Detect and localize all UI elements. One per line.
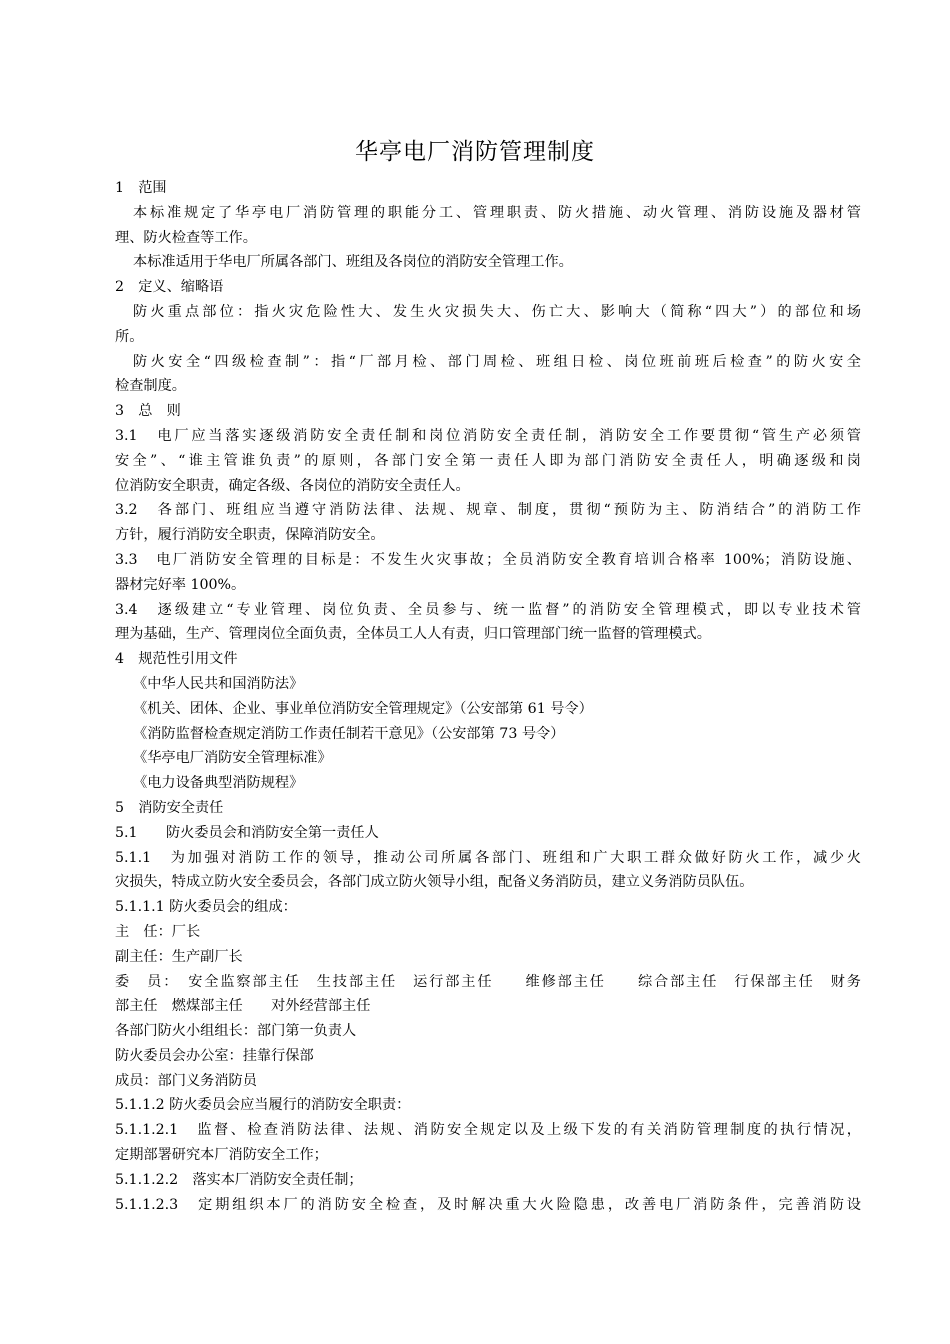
reference-item: 《华亭电厂消防安全管理标准》: [133, 750, 332, 767]
document-body: [115, 176, 861, 1217]
paragraph-line: 理为基础，生产、管理岗位全面负责，全体员工人人有责，归口管理部门统一监督的管理模式。: [115, 626, 711, 643]
paragraph-line: 5.1.1.2 防火委员会应当履行的消防安全职责：: [115, 1097, 411, 1114]
paragraph-line: 成员：部门义务消防员: [115, 1072, 257, 1089]
paragraph-line: 委 员： 安全监察部主任 生技部主任 运行部主任 维修部主任 综合部主任 行保部主任 财务: [115, 973, 861, 990]
paragraph-line: 本标准适用于华电厂所属各部门、班组及各岗位的消防安全管理工作。: [133, 254, 573, 271]
paragraph-line: 检查制度。: [115, 378, 186, 395]
paragraph-line: 3.1 电厂应当落实逐级消防安全责任制和岗位消防安全责任制，消防安全工作要贯彻“管生产必须管: [115, 427, 861, 444]
paragraph-line: 3.2 各部门、班组应当遵守消防法律、法规、规章、制度，贯彻“预防为主、防消结合”的消防工作: [115, 502, 861, 519]
paragraph-line: 方针，履行消防安全职责，保障消防安全。: [115, 527, 385, 544]
section-heading: 4 规范性引用文件: [115, 651, 238, 668]
paragraph-line: 安全”、“谁主管谁负责”的原则，各部门安全第一责任人即为部门消防安全责任人，明确逐级和岗: [115, 452, 861, 469]
paragraph-line: 3.4 逐级建立“专业管理、岗位负责、全员参与、统一监督”的消防安全管理模式，即以专业技术管: [115, 601, 861, 618]
paragraph-line: 部主任 燃煤部主任 对外经营部主任: [115, 998, 371, 1015]
reference-item: 《机关、团体、企业、事业单位消防安全管理规定》（公安部第 61 号令）: [133, 700, 593, 717]
section-heading: 5 消防安全责任: [115, 799, 224, 816]
section-heading: 3 总 则: [115, 403, 181, 420]
paragraph-line: 位消防安全职责，确定各级、各岗位的消防安全责任人。: [115, 477, 470, 494]
paragraph-line: 各部门防火小组组长：部门第一负责人: [115, 1023, 357, 1040]
paragraph-line: 所。: [115, 328, 144, 345]
paragraph-line: 3.3 电厂消防安全管理的目标是：不发生火灾事故；全员消防安全教育培训合格率 100%；消防设施、: [115, 551, 861, 568]
paragraph-line: 主 任：厂长: [115, 923, 201, 940]
paragraph-line: 5.1.1.2.3 定期组织本厂的消防安全检查，及时解决重大火险隐患，改善电厂消防条件，完善消防设: [115, 1196, 861, 1213]
paragraph-line: 副主任：生产副厂长: [115, 948, 243, 965]
document-title: 华亭电厂消防管理制度: [355, 139, 595, 165]
subsection-heading: 5.1 防火委员会和消防安全第一责任人: [115, 824, 379, 841]
paragraph-line: 本标准规定了华亭电厂消防管理的职能分工、管理职责、防火措施、动火管理、消防设施及器材管: [133, 204, 861, 221]
paragraph-line: 器材完好率 100%。: [115, 576, 246, 593]
paragraph-line: 5.1.1.2.1 监督、检查消防法律、法规、消防安全规定以及上级下发的有关消防管理制度的执行情况，: [115, 1122, 861, 1139]
section-heading: 2 定义、缩略语: [115, 279, 224, 296]
paragraph-line: 防火重点部位：指火灾危险性大、发生火灾损失大、伤亡大、影响大（简称“四大”）的部位和场: [133, 303, 861, 320]
paragraph-line: 灾损失，特成立防火安全委员会，各部门成立防火领导小组，配备义务消防员，建立义务消防员队伍。: [115, 874, 754, 891]
paragraph-line: 防火安全“四级检查制”：指“厂部月检、部门周检、班组日检、岗位班前班后检查”的防火安全: [133, 353, 861, 370]
section-heading: 1 范围: [115, 180, 167, 196]
paragraph-line: 理、防火检查等工作。: [115, 229, 257, 246]
reference-item: 《电力设备典型消防规程》: [133, 775, 304, 792]
paragraph-line: 5.1.1.1 防火委员会的组成：: [115, 899, 297, 916]
reference-item: 《消防监督检查规定消防工作责任制若干意见》（公安部第 73 号令）: [133, 725, 565, 742]
reference-item: 《中华人民共和国消防法》: [133, 675, 304, 692]
paragraph-line: 5.1.1.2.2 落实本厂消防安全责任制；: [115, 1171, 363, 1188]
paragraph-line: 定期部署研究本厂消防安全工作；: [115, 1147, 328, 1164]
paragraph-line: 5.1.1 为加强对消防工作的领导，推动公司所属各部门、班组和广大职工群众做好防火工作，减少火: [115, 849, 861, 866]
paragraph-line: 防火委员会办公室：挂靠行保部: [115, 1047, 314, 1064]
